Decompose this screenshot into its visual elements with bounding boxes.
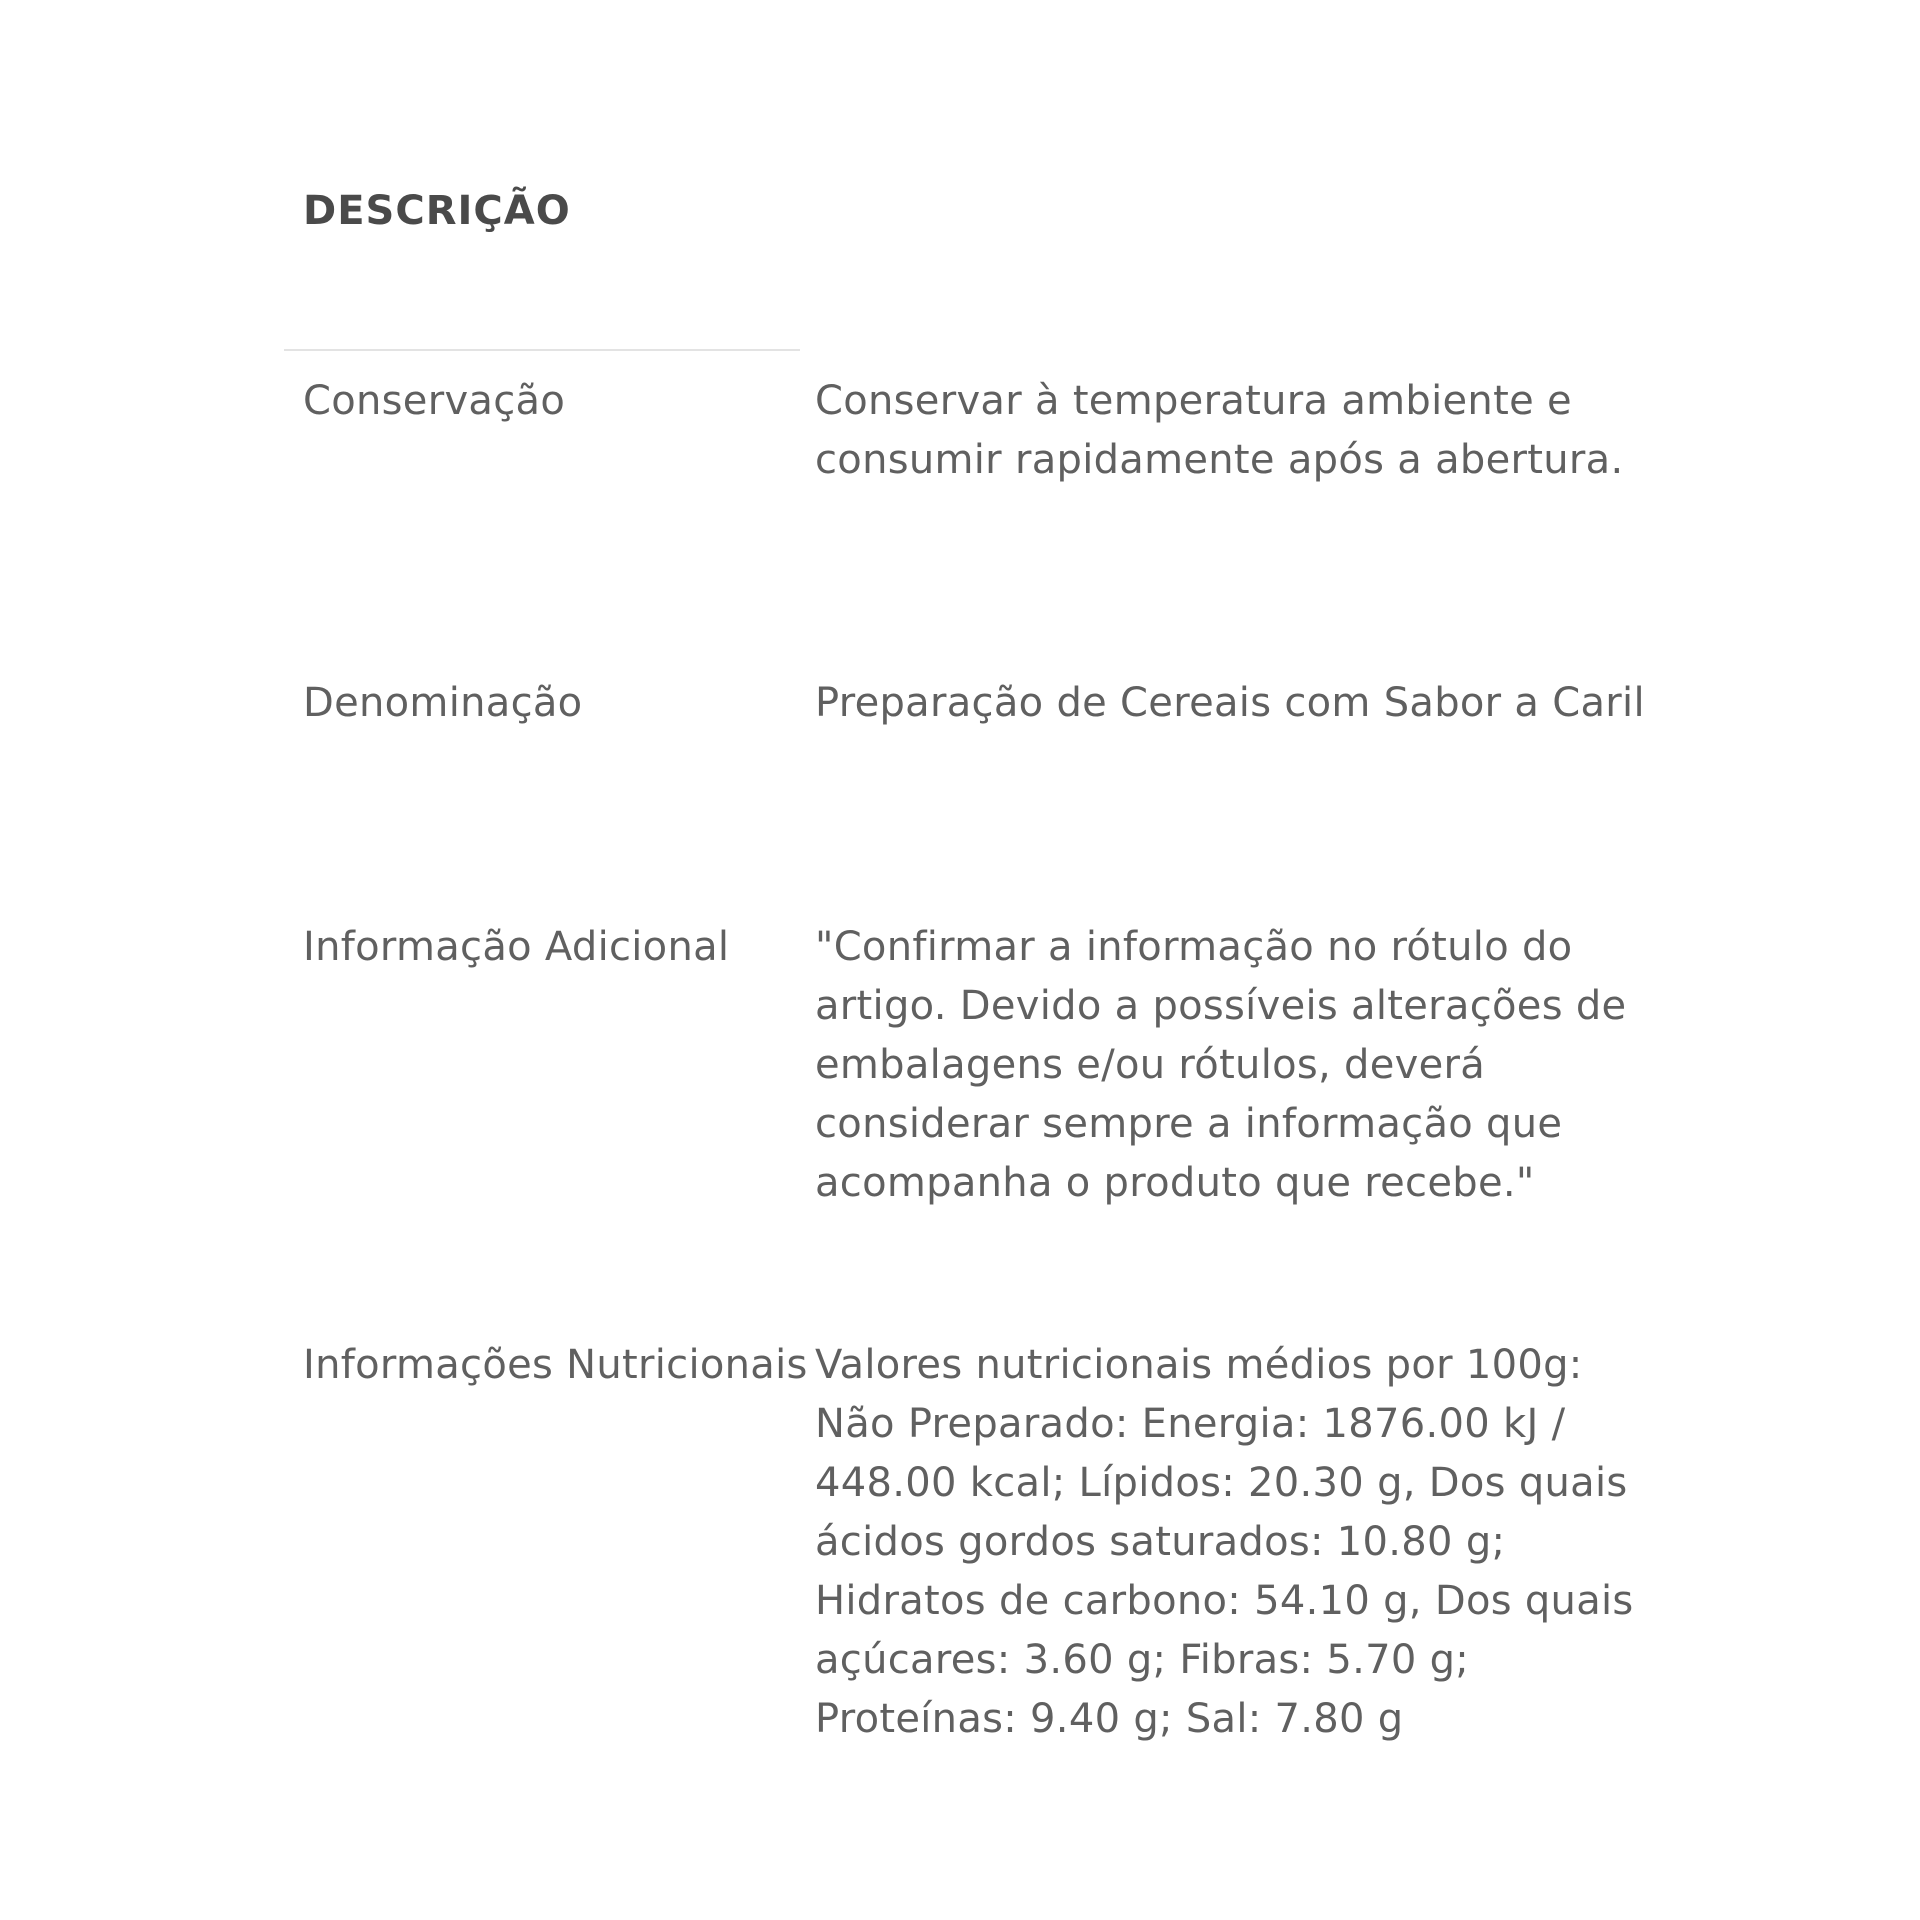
spec-label: Informação Adicional [303, 924, 730, 970]
spec-table [303, 372, 1663, 1742]
spec-value: "Confirmar a informação no rótulo do artigo. Devido a possíveis alterações de embalagens e/ou rótulos, deverá considerar sempre a informação que acompanha o produto que recebe." [815, 924, 1627, 1206]
spec-label: Denominação [303, 680, 583, 726]
spec-value: Preparação de Cereais com Sabor a Caril [815, 680, 1645, 726]
spec-label: Informações Nutricionais [303, 1342, 808, 1388]
spec-label: Conservação [303, 378, 566, 424]
spec-row-conservacao [303, 372, 1663, 674]
spec-row-informacao-adicional [303, 918, 1663, 1336]
spec-value: Valores nutricionais médios por 100g: Não Preparado: Energia: 1876.00 kJ / 448.00 kcal; Lípidos: 20.30 g, Dos quais ácidos gordos saturados: 10.80 g; Hidratos de carbono: 54.10 g, Dos quais açúcares: 3.60 g; Fibras: 5.70 g; Proteínas: 9.40 g; Sal: 7.80 g [815, 1342, 1634, 1742]
section-divider [284, 349, 800, 351]
spec-row-informacoes-nutricionais [303, 1336, 1663, 1742]
section-title: DESCRIÇÃO [303, 188, 571, 234]
spec-value: Conservar à temperatura ambiente e consumir rapidamente após a abertura. [815, 378, 1624, 483]
spec-row-denominacao [303, 674, 1663, 918]
